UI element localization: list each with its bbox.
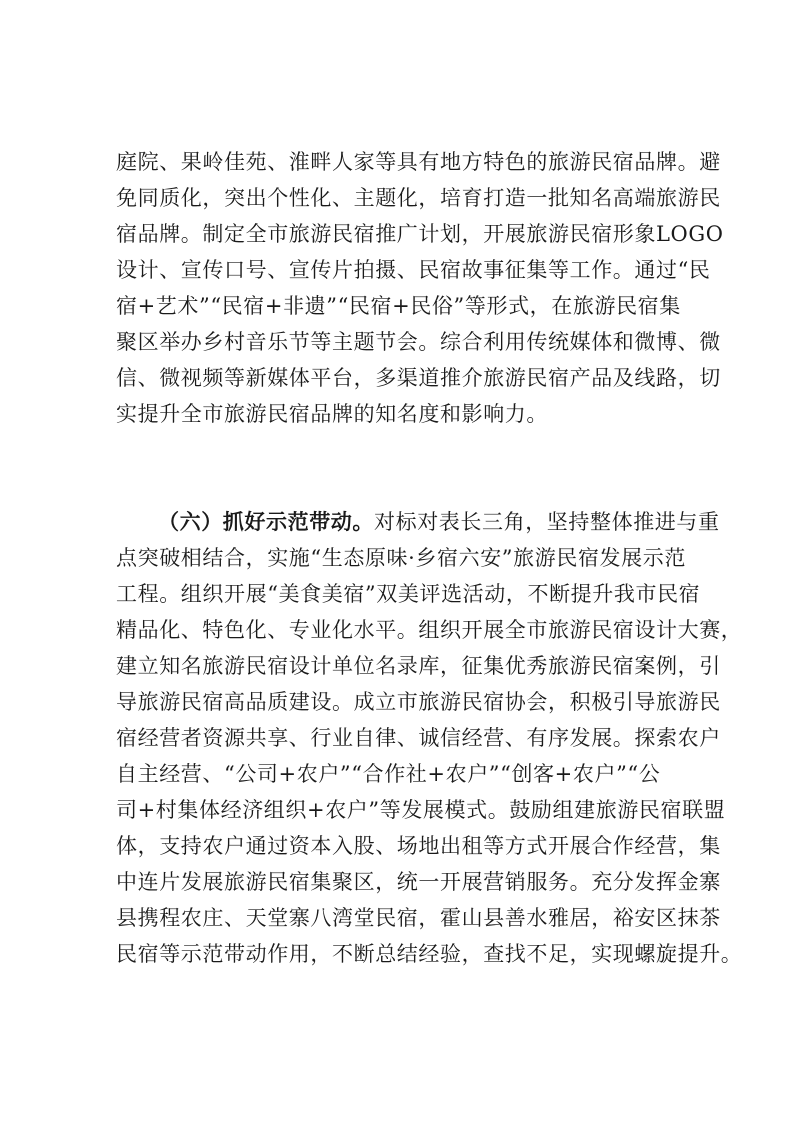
text-line: 宿品牌。制定全市旅游民宿推广计划，开展旅游民宿形象LOGO <box>116 222 724 246</box>
text-line: 司+村集体经济组织+农户”等发展模式。鼓励组建旅游民宿联盟 <box>116 798 726 822</box>
text-line: 自主经营、“公司+农户”“合作社+农户”“创客+农户”“公 <box>116 762 661 786</box>
text-line: 点突破相结合，实施“生态原味·乡宿六安”旅游民宿发展示范 <box>116 546 686 570</box>
text-line: 庭院、果岭佳苑、淮畔人家等具有地方特色的旅游民宿品牌。避 <box>116 150 721 174</box>
text-line: 建立知名旅游民宿设计单位名录库，征集优秀旅游民宿案例，引 <box>116 654 721 678</box>
text-line: 宿经营者资源共享、行业自律、诚信经营、有序发展。探索农户 <box>116 726 721 750</box>
heading-continuation: 对标对表长三角，坚持整体推进与重 <box>374 510 720 534</box>
section-heading: （六）抓好示范带动。 <box>158 509 374 534</box>
text-line: 免同质化，突出个性化、主题化，培育打造一批知名高端旅游民 <box>116 186 721 210</box>
paragraph-brand-building <box>116 144 724 432</box>
text-line: 精品化、特色化、专业化水平。组织开展全市旅游民宿设计大赛， <box>116 618 743 642</box>
text-line: 中连片发展旅游民宿集聚区，统一开展营销服务。充分发挥金寨 <box>116 870 721 894</box>
text-line: 体，支持农户通过资本入股、场地出租等方式开展合作经营，集 <box>116 834 721 858</box>
text-line: 信、微视频等新媒体平台，多渠道推介旅游民宿产品及线路，切 <box>116 366 721 390</box>
text-line: 工程。组织开展“美食美宿”双美评选活动，不断提升我市民宿 <box>116 582 701 606</box>
text-line: 设计、宣传口号、宣传片拍摄、民宿故事征集等工作。通过“民 <box>116 258 711 282</box>
text-line-first <box>116 504 720 540</box>
text-line: 民宿等示范带动作用，不断总结经验，查找不足，实现螺旋提升。 <box>116 942 743 966</box>
text-line: 宿+艺术”“民宿+非遗”“民宿+民俗”等形式，在旅游民宿集 <box>116 294 681 318</box>
text-line: 实提升全市旅游民宿品牌的知名度和影响力。 <box>116 402 548 426</box>
text-line: 导旅游民宿高品质建设。成立市旅游民宿协会，积极引导旅游民 <box>116 690 721 714</box>
text-line: 县携程农庄、天堂寨八湾堂民宿，霍山县善水雅居，裕安区抹茶 <box>116 906 721 930</box>
paragraph-demonstration <box>116 504 743 972</box>
text-line: 聚区举办乡村音乐节等主题节会。综合利用传统媒体和微博、微 <box>116 330 721 354</box>
